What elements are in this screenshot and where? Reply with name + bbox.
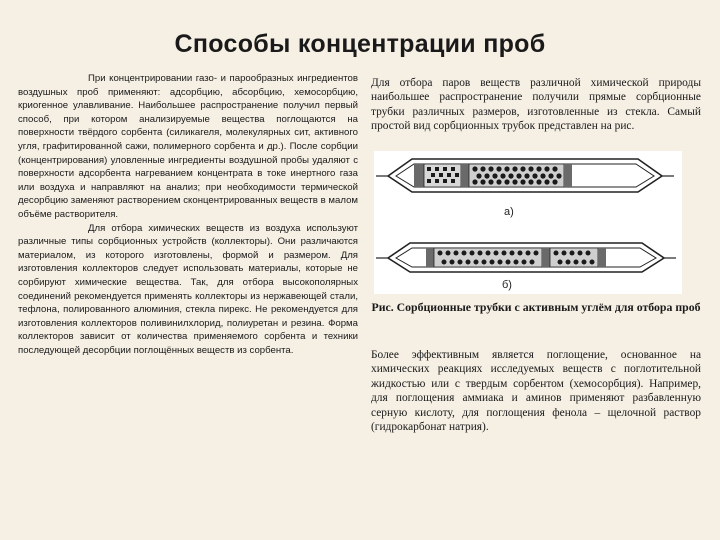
tube-b	[376, 243, 676, 291]
left-paragraph-1: При концентрировании газо- и парообразных ингредиентов воздушных проб применяют: адсорбцию, абсорбцию, хемосорбцию, криогенное улавливание. Наибольшее распространение получил первый способ, при котором анализируемые вещества поглощаются на поверхности твёрдого сорбента (силикагеля, молекулярных сит, активного угля, графитированной сажи, полимерного сорбента и др.). После сорбции (концентрирования) уловленные ингредиенты воздушной пробы удаляют с поверхности адсорбента нагреванием концентрата в токе инертного газа или воздуха и направляют на анализ; при необходимости термической десорбцию заменяют растворением сконцентрированных веществ в малом объёме растворителя.	[18, 73, 358, 220]
right-body-text	[371, 348, 701, 434]
left-paragraph-2: Для отбора химических веществ из воздуха используют различные типы сорбционных устройств (коллекторы). Они различаются материалом, из которого изготовлены, формой и размером. Для изготовления коллекторов следует использовать материалы, которые не сорбируют химические вещества. Так, для отбора высокополярных соединений рекомендуется применять коллекторы из нержавеющей стали, тефлона, полированного алюминия, стекла пирекс. Не рекомендуется для изготовления коллекторов поливинилхлорид, полиуретан и резина. Форма коллекторов зависит от количества применяемого сорбента и техники последующей десорбции поглощённых веществ из сорбента.	[18, 222, 358, 356]
sorption-tubes-drawing	[374, 151, 682, 294]
tube-b-label: б)	[502, 279, 512, 291]
right-intro-paragraph: Для отбора паров веществ различной химической природы наибольшее распространение получили прямые сорбционные трубки различных размеров, изготовленные из стекла. Самый простой вид сорбционных трубок представлен на рис.	[371, 77, 701, 133]
left-text-column	[18, 72, 358, 357]
tube-a-label: а)	[504, 206, 514, 218]
right-body-paragraph: Более эффективным является поглощение, основанное на химических реакциях исследуемых веществ с поглотительной жидкостью или с твердым сорбентом (хемосорбция). Например, для поглощения аммиака и аминов применяют разбавленную серную кислоту, для поглощения фенола – щелочной раствор (гидрокарбонат натрия).	[371, 349, 701, 434]
tube-a	[376, 159, 674, 218]
page-title: Способы концентрации проб	[174, 30, 546, 58]
right-intro-text	[371, 76, 701, 134]
figure-caption: Рис. Сорбционные трубки с активным углём для отбора проб	[371, 300, 701, 314]
sorption-tubes-figure	[374, 151, 682, 294]
